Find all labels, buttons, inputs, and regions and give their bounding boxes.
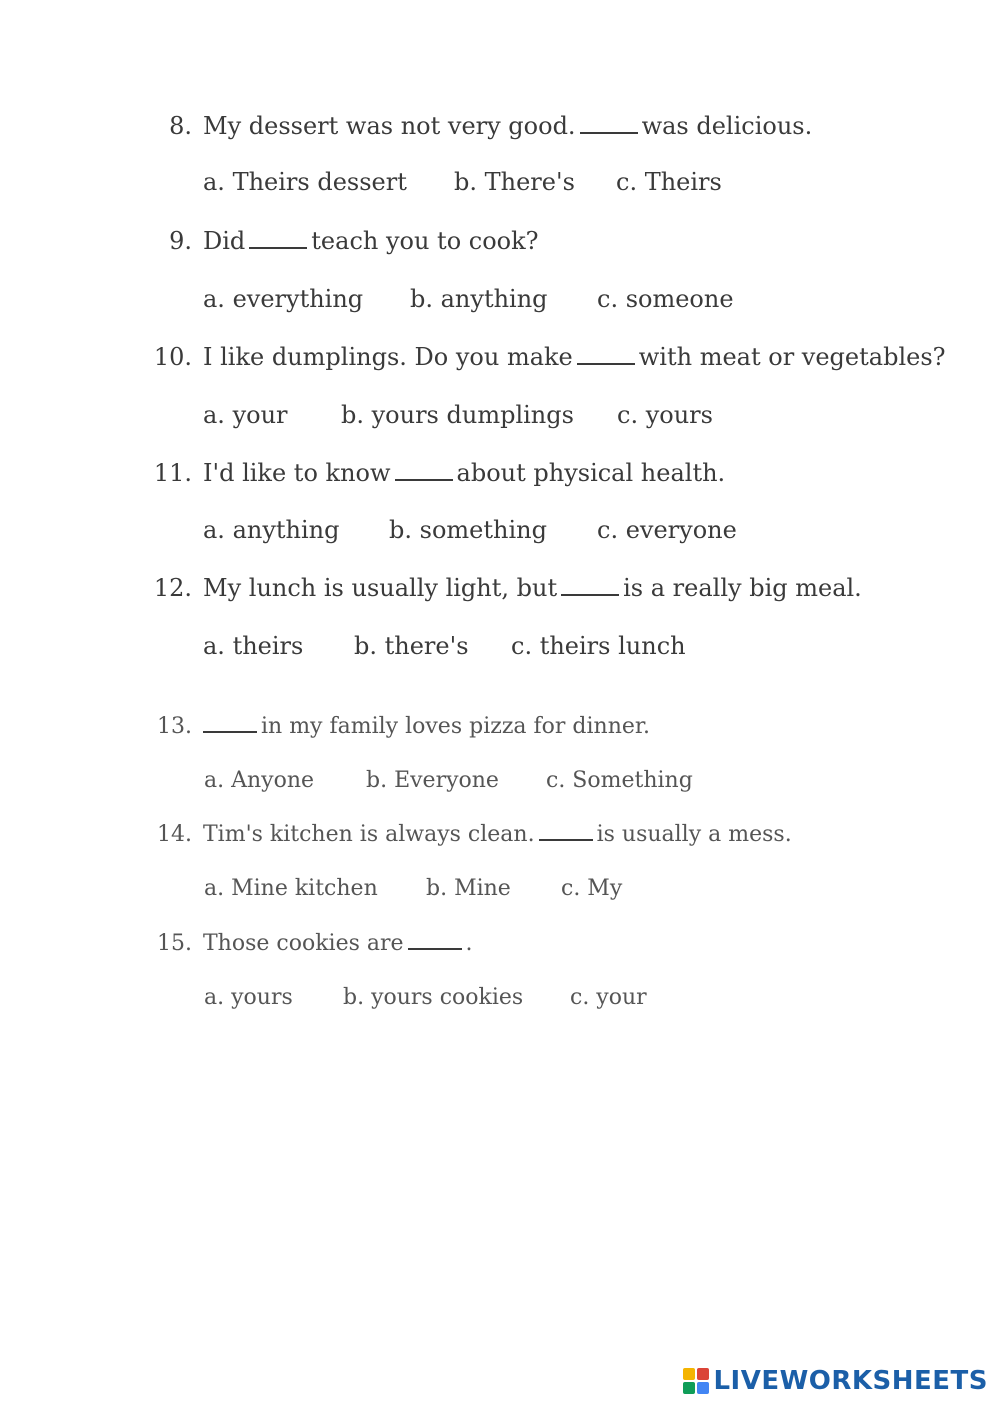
question-text: Did teach you to cook? (203, 221, 539, 261)
option-b[interactable]: b. there's (354, 632, 469, 660)
option-b[interactable]: b. Mine (426, 876, 511, 901)
question-14 (0, 815, 1000, 909)
answer-blank[interactable] (203, 707, 257, 733)
question-number: 10. (153, 343, 192, 371)
answer-blank[interactable] (580, 108, 638, 134)
option-b[interactable]: b. yours dumplings (341, 401, 574, 429)
answer-options (0, 869, 1000, 909)
liveworksheets-footer (683, 1366, 988, 1396)
answer-options (0, 395, 1000, 435)
logo-square-2 (697, 1368, 709, 1380)
answer-blank[interactable] (577, 339, 635, 365)
option-c[interactable]: c. your (570, 985, 647, 1010)
logo-square-4 (697, 1382, 709, 1394)
answer-blank[interactable] (561, 570, 619, 596)
question-number: 9. (169, 227, 192, 255)
question-text: Those cookies are . (203, 924, 473, 964)
question-number: 15. (157, 931, 192, 956)
question-number: 11. (153, 459, 192, 487)
option-c[interactable]: c. yours (617, 401, 713, 429)
question-text: My dessert was not very good. was delicious. (203, 106, 812, 146)
question-8 (0, 106, 1000, 202)
option-b[interactable]: b. something (389, 516, 547, 544)
option-a[interactable]: a. Mine kitchen (204, 876, 378, 901)
answer-blank[interactable] (408, 924, 462, 950)
question-text: My lunch is usually light, but is a really big meal. (203, 568, 862, 608)
logo-square-1 (683, 1368, 695, 1380)
option-a[interactable]: a. everything (203, 285, 364, 313)
option-a[interactable]: a. your (203, 401, 288, 429)
question-number: 8. (169, 112, 192, 140)
answer-options (0, 279, 1000, 319)
option-a[interactable]: a. anything (203, 516, 340, 544)
option-b[interactable]: b. yours cookies (343, 985, 524, 1010)
answer-blank[interactable] (249, 223, 307, 249)
option-c[interactable]: c. theirs lunch (511, 632, 686, 660)
question-12 (0, 568, 1000, 666)
option-b[interactable]: b. anything (410, 285, 548, 313)
option-c[interactable]: c. My (561, 876, 623, 901)
question-11 (0, 453, 1000, 550)
option-b[interactable]: b. Everyone (366, 768, 499, 793)
option-a[interactable]: a. Anyone (204, 768, 315, 793)
question-number: 12. (153, 574, 192, 602)
option-a[interactable]: a. theirs (203, 632, 304, 660)
question-15 (0, 924, 1000, 1018)
option-a[interactable]: a. yours (204, 985, 293, 1010)
logo-square-3 (683, 1382, 695, 1394)
answer-options (0, 510, 1000, 550)
liveworksheets-logo-icon (683, 1368, 709, 1394)
answer-options (0, 626, 1000, 666)
answer-blank[interactable] (539, 815, 593, 841)
question-number: 13. (157, 714, 192, 739)
answer-options (0, 162, 1000, 202)
question-number: 14. (157, 822, 192, 847)
question-text: I'd like to know about physical health. (203, 453, 725, 493)
question-text: Tim's kitchen is always clean. is usually a mess. (203, 815, 792, 855)
option-c[interactable]: c. someone (597, 285, 734, 313)
option-a[interactable]: a. Theirs dessert (203, 168, 407, 196)
option-c[interactable]: c. Something (546, 768, 693, 793)
answer-options (0, 761, 1000, 801)
option-c[interactable]: c. everyone (597, 516, 737, 544)
answer-blank[interactable] (395, 455, 453, 481)
question-text: I like dumplings. Do you make with meat or vegetables? (203, 337, 946, 377)
question-text: in my family loves pizza for dinner. (203, 707, 650, 747)
question-13 (0, 707, 1000, 801)
option-c[interactable]: c. Theirs (616, 168, 722, 196)
answer-options (0, 978, 1000, 1018)
question-9 (0, 221, 1000, 319)
option-b[interactable]: b. There's (454, 168, 575, 196)
question-10 (0, 337, 1000, 435)
brand-name: LIVEWORKSHEETS (713, 1366, 988, 1396)
